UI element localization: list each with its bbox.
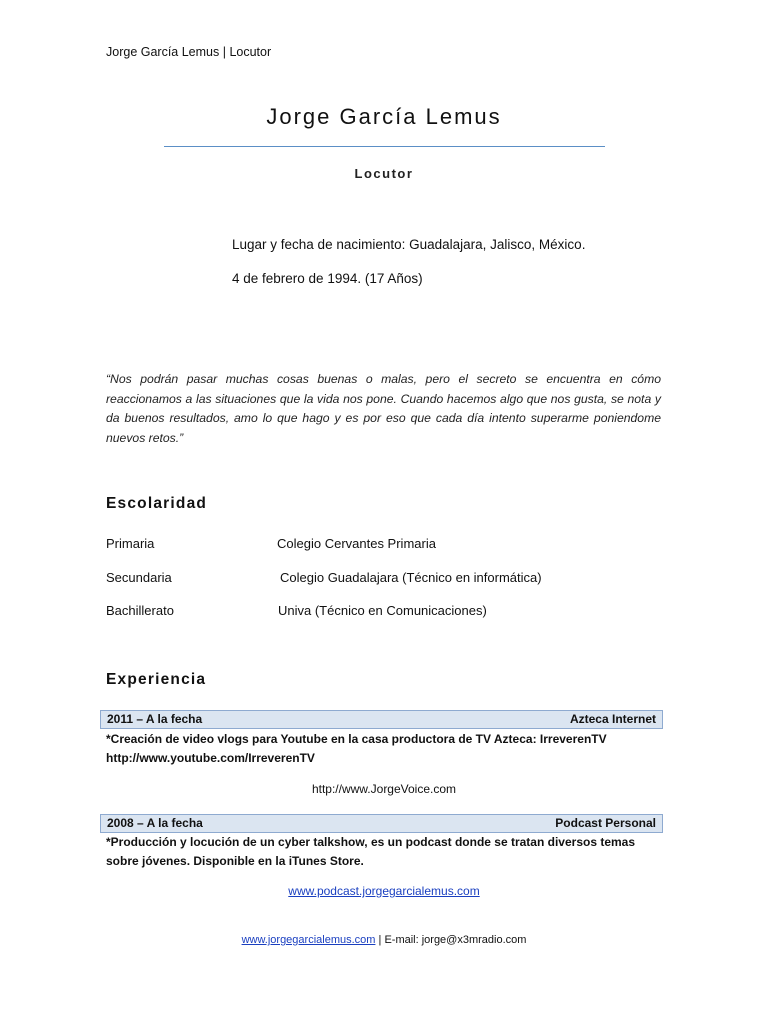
footer-contact <box>0 934 768 946</box>
education-school: Colegio Guadalajara (Técnico en informática) <box>280 570 542 585</box>
experience-period: 2011 – A la fecha <box>107 712 203 726</box>
experience-period-bar <box>100 710 663 729</box>
role-subtitle: Locutor <box>354 166 414 181</box>
birth-place: Lugar y fecha de nacimiento: Guadalajara, Jalisco, México. <box>232 237 586 252</box>
experience-company: Azteca Internet <box>569 712 656 726</box>
title-divider <box>164 146 605 147</box>
education-level: Secundaria <box>106 570 172 585</box>
education-heading: Escolaridad <box>106 495 208 512</box>
experience-period-bar <box>100 814 663 833</box>
website-link[interactable]: www.jorgegarcialemus.com <box>241 934 376 946</box>
education-school: Colegio Cervantes Primaria <box>277 536 436 551</box>
footer-separator: | <box>375 934 385 946</box>
experience-description: *Producción y locución de un cyber talkshow, es un podcast donde se tratan diversos temas sobre jóvenes. Disponible en la iTunes Store. <box>106 835 636 868</box>
education-level: Primaria <box>106 536 155 551</box>
education-level: Bachillerato <box>106 603 174 618</box>
experience-company: Podcast Personal <box>555 816 656 830</box>
page-title: Jorge García Lemus <box>266 104 502 129</box>
experience-description: *Creación de video vlogs para Youtube en la casa productora de TV Azteca: IrreverenTV http://www.youtube.com/IrreverenTV <box>106 732 607 765</box>
running-header: Jorge García Lemus | Locutor <box>106 45 272 59</box>
education-school: Univa (Técnico en Comunicaciones) <box>278 603 487 618</box>
podcast-link[interactable]: www.podcast.jorgegarcialemus.com <box>288 884 480 898</box>
email-text: E-mail: jorge@x3mradio.com <box>384 934 527 946</box>
experience-period: 2008 – A la fecha <box>107 816 203 830</box>
experience-heading: Experiencia <box>106 671 207 688</box>
experience-link[interactable]: http://www.JorgeVoice.com <box>311 782 457 796</box>
personal-quote: “Nos podrán pasar muchas cosas buenas o malas, pero el secreto se encuentra en cómo reaccionamos a las situaciones que la vida nos pone. Cuando hacemos algo que nos gusta, se nota y da buenos resultados, amo lo que hago y es por eso que cada día intento superarme poniendome nuevos retos.” <box>106 372 661 445</box>
birth-date: 4 de febrero de 1994. (17 Años) <box>232 271 423 286</box>
